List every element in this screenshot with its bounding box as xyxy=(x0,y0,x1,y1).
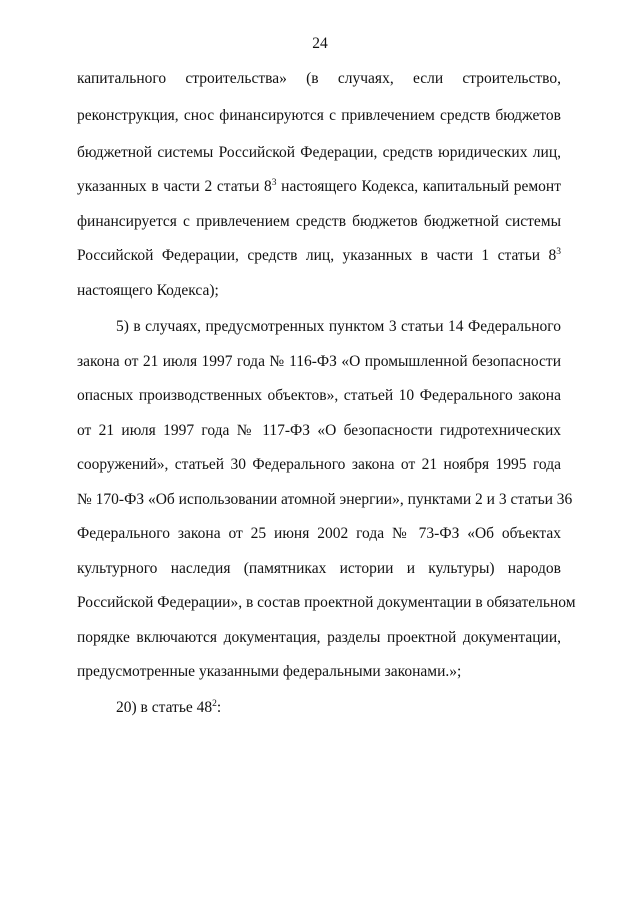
paragraph-2-line-8: культурного наследия (памятниках истории и культуры) народов xyxy=(77,560,561,577)
paragraph-1-line-5: финансируется с привлечением средств бюджетов бюджетной системы xyxy=(77,213,561,230)
superscript: 3 xyxy=(271,178,277,188)
paragraph-1-line-3: бюджетной системы Российской Федерации, средств юридических лиц, xyxy=(77,144,561,161)
paragraph-2-line-11: предусмотренные указанными федеральными законами.»; xyxy=(77,663,462,680)
paragraph-2-line-2: закона от 21 июля 1997 года № 116-ФЗ «О промышленной безопасности xyxy=(77,353,561,370)
paragraph-2-line-3: опасных производственных объектов», статьей 10 Федерального закона xyxy=(77,387,561,404)
paragraph-1-line-4-text-cont: настоящего Кодекса, капитальный ремонт xyxy=(276,178,562,195)
paragraph-2-line-7: Федерального закона от 25 июня 2002 года № 73-ФЗ «Об объектах xyxy=(77,525,561,542)
superscript: 3 xyxy=(556,247,561,257)
paragraph-2-line-4: от 21 июля 1997 года № 117-ФЗ «О безопасности гидротехнических xyxy=(77,422,561,439)
paragraph-2-line-10: порядке включаются документация, разделы проектной документации, xyxy=(77,629,561,646)
paragraph-1-line-1: капитального строительства» (в случаях, если строительство, xyxy=(77,70,561,87)
superscript: 2 xyxy=(212,699,217,709)
paragraph-1-line-4 xyxy=(77,177,561,197)
paragraph-3-colon: : xyxy=(216,699,222,716)
paragraph-3-text: 20) в статье 48 xyxy=(116,699,213,716)
paragraph-2-line-6: № 170-ФЗ «Об использовании атомной энергии», пунктами 2 и 3 статьи 36 xyxy=(77,491,573,508)
paragraph-2-line-1: 5) в случаях, предусмотренных пунктом 3 статьи 14 Федерального xyxy=(116,318,561,335)
paragraph-1-line-6-text: Российской Федерации, средств лиц, указанных в части 1 статьи 8 xyxy=(77,247,557,264)
paragraph-1-line-6 xyxy=(77,246,561,266)
paragraph-3-line-1 xyxy=(116,698,561,718)
paragraph-1-line-2: реконструкция, снос финансируются с привлечением средств бюджетов xyxy=(77,107,561,124)
page-number: 24 xyxy=(312,35,328,52)
paragraph-1-line-4-text: указанных в части 2 статьи 8 xyxy=(77,178,272,195)
paragraph-2-line-9: Российской Федерации», в состав проектной документации в обязательном xyxy=(77,594,576,611)
paragraph-2-line-5: сооружений», статьей 30 Федерального закона от 21 ноября 1995 года xyxy=(77,456,561,473)
paragraph-1-line-7: настоящего Кодекса); xyxy=(77,282,219,299)
